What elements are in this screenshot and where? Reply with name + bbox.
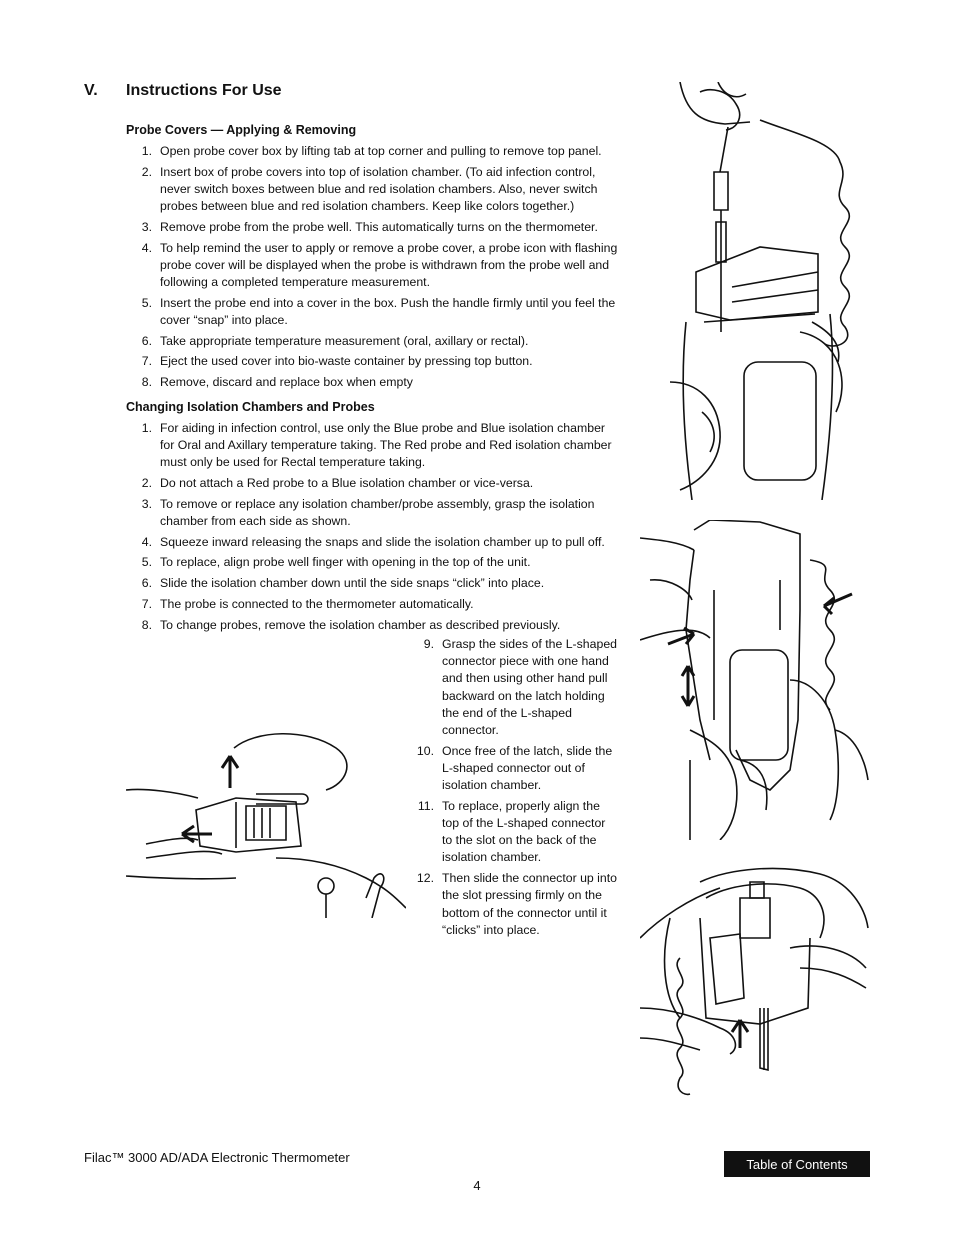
- section-number: V.: [84, 82, 98, 99]
- isolation-steps: [126, 420, 618, 637]
- step-number: 7.: [141, 596, 152, 611]
- step-text: Once free of the latch, slide the L-shaped connector out of isolation chamber.: [442, 743, 613, 793]
- list-item: [126, 475, 618, 492]
- step-text: Squeeze inward releasing the snaps and slide the isolation chamber up to pull off.: [160, 534, 605, 549]
- step-text: Open probe cover box by lifting tab at top corner and pulling to remove top panel.: [160, 144, 602, 158]
- step-text: For aiding in infection control, use only the Blue probe and Blue isolation chamber for Oral and Axillary temperature taking. The Red probe and Red isolation chamber must only be used for Rectal temperature taking.: [160, 421, 612, 470]
- list-item: [126, 295, 618, 329]
- step-text: Slide the isolation chamber down until the side snaps “click” into place.: [160, 576, 545, 591]
- list-item: [412, 743, 618, 795]
- step-text: To change probes, remove the isolation chamber as described previously.: [160, 617, 561, 632]
- isolation-chamber-illustration: [640, 520, 870, 840]
- step-number: 6.: [141, 333, 152, 348]
- list-item: [412, 798, 618, 867]
- l-connector-illustration: [126, 728, 406, 918]
- step-number: 9.: [423, 637, 434, 651]
- step-text: Insert the probe end into a cover in the box. Push the handle firmly until you feel the cover “snap” into place.: [160, 295, 616, 327]
- step-number: 1.: [141, 144, 152, 158]
- step-text: Then slide the connector up into the slot pressing firmly on the bottom of the connector until it “clicks” into place.: [442, 871, 618, 937]
- list-item: [126, 353, 618, 370]
- step-number: 6.: [141, 576, 152, 591]
- connector-replace-illustration: [640, 858, 870, 1098]
- step-text: Remove, discard and replace box when empty: [160, 374, 413, 389]
- step-number: 4.: [141, 240, 152, 255]
- list-item: [126, 575, 618, 592]
- step-number: 1.: [141, 421, 152, 435]
- probe-covers-heading: Probe Covers — Applying & Removing: [126, 123, 357, 137]
- list-item: [126, 420, 618, 472]
- step-number: 3.: [141, 219, 152, 234]
- list-item: [126, 496, 618, 530]
- step-number: 7.: [141, 354, 152, 369]
- step-number: 8.: [141, 374, 152, 389]
- list-item: [126, 143, 618, 160]
- step-number: 5.: [141, 555, 152, 570]
- section-title: Instructions For Use: [126, 82, 282, 99]
- list-item: [126, 219, 618, 236]
- step-number: 10.: [416, 743, 434, 758]
- step-number: 5.: [141, 295, 152, 310]
- list-item: [126, 374, 618, 391]
- table-of-contents-button[interactable]: Table of Contents: [724, 1151, 870, 1177]
- page-number: 4: [473, 1178, 481, 1193]
- step-number: 12.: [416, 871, 434, 886]
- step-number: 2.: [141, 476, 152, 491]
- list-item: [126, 164, 618, 216]
- list-item: [126, 240, 618, 292]
- list-item: [126, 554, 618, 571]
- list-item: [126, 534, 618, 551]
- step-number: 4.: [141, 534, 152, 549]
- step-text: Eject the used cover into bio-waste container by pressing top button.: [160, 354, 533, 369]
- list-item: [412, 636, 618, 739]
- step-text: To help remind the user to apply or remove a probe cover, a probe icon with flashing probe cover will be displayed when the probe is withdrawn from the probe well and following a completed temperature measurement.: [160, 240, 618, 289]
- step-number: 2.: [141, 164, 152, 179]
- probe-cover-illustration: [640, 82, 870, 500]
- step-text: To replace, align probe well finger with opening in the top of the unit.: [160, 555, 531, 570]
- step-text: Grasp the sides of the L-shaped connector piece with one hand and then using other hand pull backward on the latch holding the end of the L-shaped connector.: [442, 637, 617, 738]
- step-text: To remove or replace any isolation chamber/probe assembly, grasp the isolation chamber from each side as shown.: [160, 496, 595, 529]
- step-number: 3.: [141, 496, 152, 511]
- step-number: 11.: [417, 798, 434, 813]
- step-number: 8.: [141, 617, 152, 632]
- list-item: [126, 333, 618, 350]
- isolation-steps-continued: [412, 636, 618, 942]
- list-item: [126, 596, 618, 613]
- step-text: Do not attach a Red probe to a Blue isolation chamber or vice-versa.: [160, 476, 534, 491]
- list-item: [412, 870, 618, 939]
- step-text: The probe is connected to the thermometer automatically.: [160, 596, 474, 611]
- list-item: [126, 617, 618, 634]
- footer-product-title: Filac™ 3000 AD/ADA Electronic Thermometer: [84, 1150, 350, 1165]
- probe-covers-steps: [126, 143, 618, 395]
- step-text: Remove probe from the probe well. This automatically turns on the thermometer.: [160, 219, 598, 234]
- step-text: Insert box of probe covers into top of isolation chamber. (To aid infection control, never switch boxes between blue and red isolation chambers. Also, never switch probes between blue and red isolation chambers. Keep like colors together.): [160, 164, 598, 214]
- step-text: To replace, properly align the top of the L-shaped connector to the slot on the back of the isolation chamber.: [442, 798, 606, 865]
- step-text: Take appropriate temperature measurement (oral, axillary or rectal).: [160, 333, 529, 348]
- isolation-heading: Changing Isolation Chambers and Probes: [126, 400, 375, 414]
